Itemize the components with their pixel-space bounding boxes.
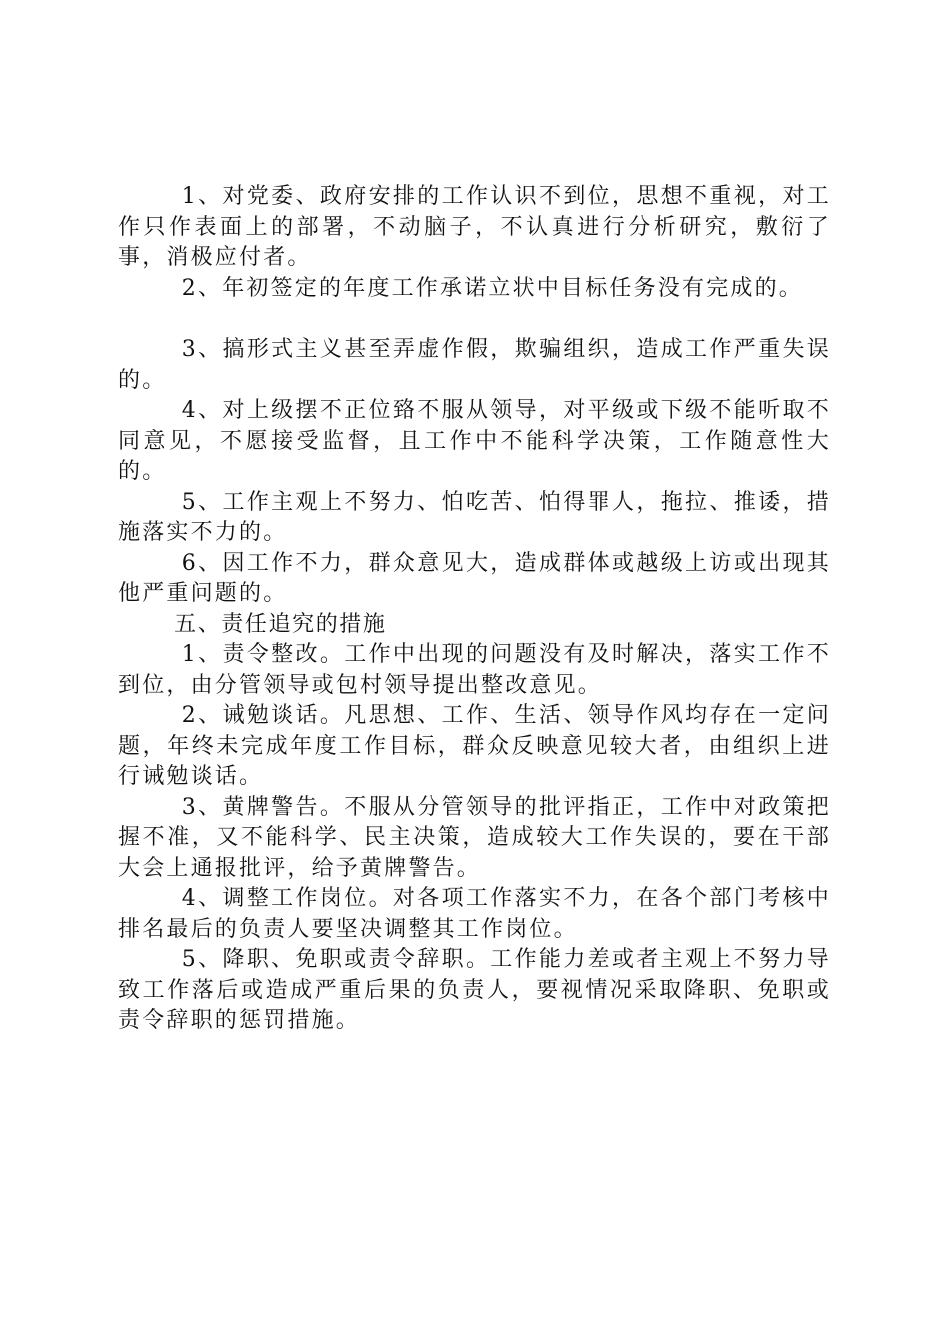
paragraph-item-6: 6、因工作不力，群众意见大，造成群体或越级上访或出现其他严重问题的。 xyxy=(118,550,831,606)
paragraph-item-3: 3、搞形式主义甚至弄虚作假，欺骗组织，造成工作严重失误的。 xyxy=(118,337,831,393)
paragraph-item-5: 5、工作主观上不努力、怕吃苦、怕得罪人，拖拉、推诿，措施落实不力的。 xyxy=(118,489,831,545)
paragraph-item-4: 4、对上级摆不正位臵不服从领导，对平级或下级不能听取不同意见，不愿接受监督，且工作中不能科学决策，工作随意性大的。 xyxy=(118,398,831,484)
measure-item-3: 3、黄牌警告。不服从分管领导的批评指正，工作中对政策把握不准，又不能科学、民主决策，造成较大工作失误的，要在干部大会上通报批评，给予黄牌警告。 xyxy=(118,794,831,881)
measure-item-2: 2、诫勉谈话。凡思想、工作、生活、领导作风均存在一定问题，年终未完成年度工作目标，群众反映意见较大者，由组织上进行诫勉谈话。 xyxy=(118,703,831,789)
section-heading: 五、责任追究的措施 xyxy=(174,611,387,637)
paragraph-item-1: 1、对党委、政府安排的工作认识不到位，思想不重视，对工作只作表面上的部署，不动脑子，不认真进行分析研究，敷衍了事，消极应付者。 xyxy=(118,184,831,270)
measure-item-5: 5、降职、免职或责令辞职。工作能力差或者主观上不努力导致工作落后或造成严重后果的负责人，要视情况采取降职、免职或责令辞职的惩罚措施。 xyxy=(118,947,831,1033)
paragraph-spacer xyxy=(118,304,831,335)
measure-item-4: 4、调整工作岗位。对各项工作落实不力，在各个部门考核中排名最后的负责人要坚决调整其工作岗位。 xyxy=(118,886,831,942)
paragraph-item-2: 2、年初签定的年度工作承诺立状中目标任务没有完成的。 xyxy=(181,275,803,301)
measure-item-1: 1、责令整改。工作中出现的问题没有及时解决，落实工作不到位，由分管领导或包村领导提出整改意见。 xyxy=(118,642,831,698)
document-body xyxy=(118,182,831,1037)
